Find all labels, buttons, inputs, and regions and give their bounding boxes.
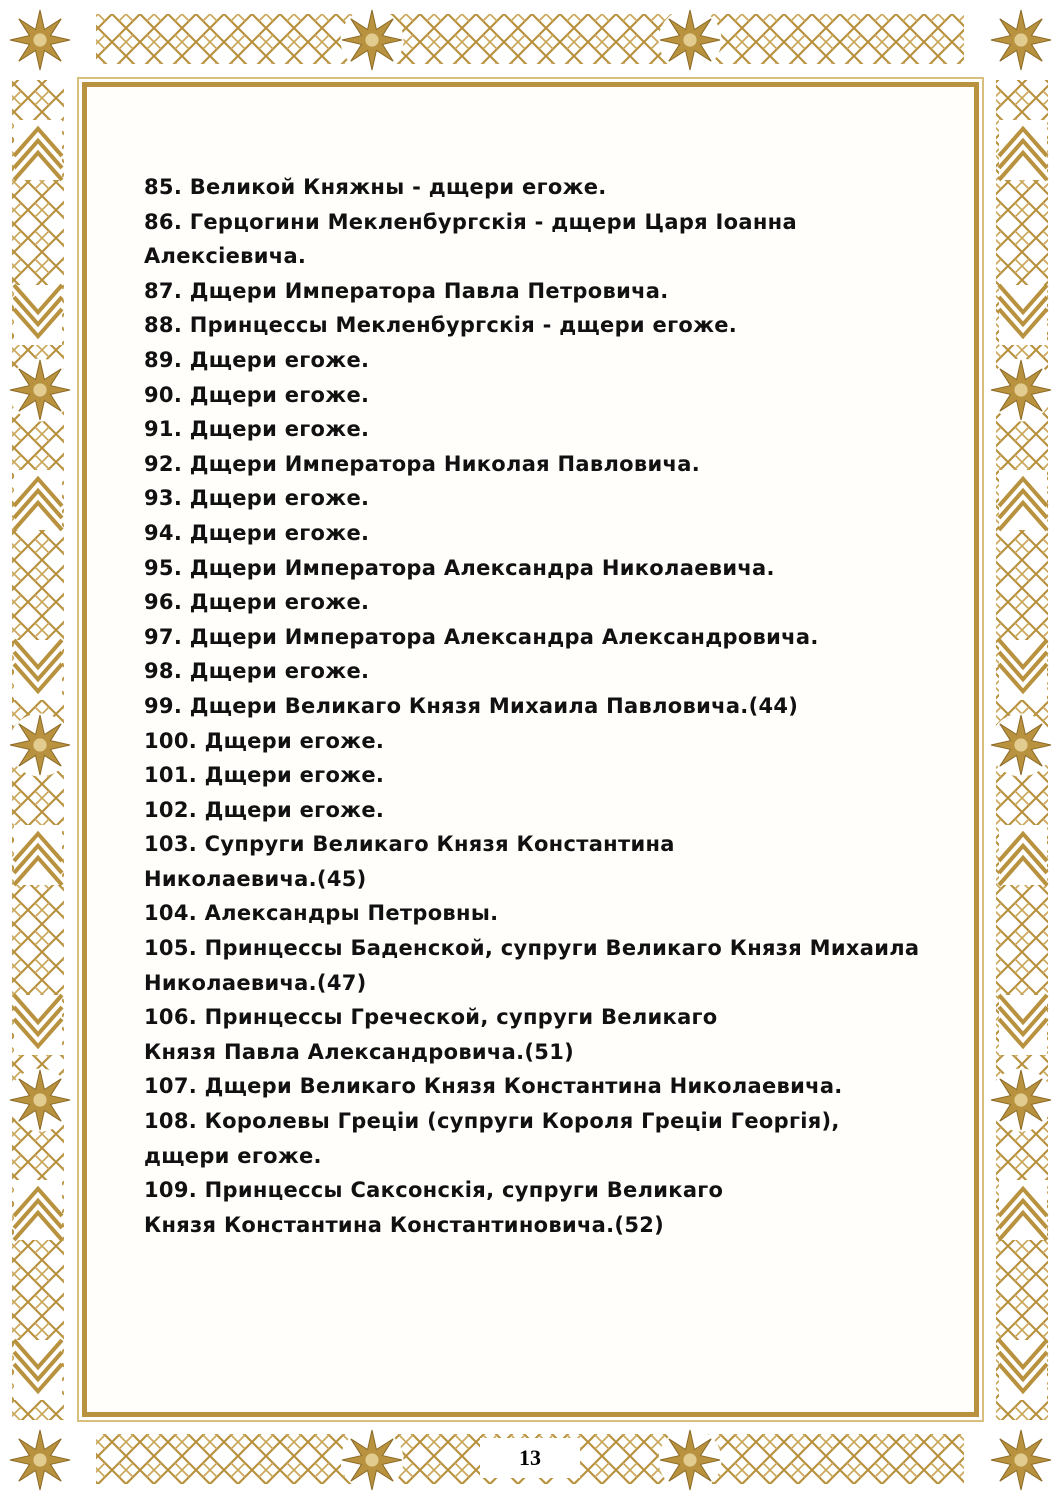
eight-point-star-ornament-icon bbox=[990, 359, 1053, 422]
eight-point-star-ornament-icon bbox=[341, 1429, 404, 1492]
chevron-border-ornament-icon bbox=[999, 1180, 1047, 1240]
chevron-border-ornament-icon bbox=[999, 470, 1047, 530]
text-line: 98. Дщери егоже. bbox=[144, 659, 370, 684]
eight-point-star-ornament-icon bbox=[341, 9, 404, 72]
text-line: Николаевича.(45) bbox=[144, 866, 367, 891]
chevron-border-ornament-icon bbox=[999, 1340, 1047, 1400]
chevron-border-ornament-icon bbox=[14, 825, 62, 885]
chevron-border-ornament-icon bbox=[999, 825, 1047, 885]
eight-point-star-ornament-icon bbox=[9, 1069, 72, 1132]
chevron-border-ornament-icon bbox=[14, 120, 62, 180]
text-line: 103. Супруги Великаго Князя Константина bbox=[144, 832, 675, 857]
text-line: 107. Дщери Великаго Князя Константина Николаевича. bbox=[144, 1074, 843, 1099]
chevron-border-ornament-icon bbox=[14, 470, 62, 530]
chevron-border-ornament-icon bbox=[999, 120, 1047, 180]
chevron-border-ornament-icon bbox=[14, 995, 62, 1055]
text-line: 105. Принцессы Баденской, супруги Великаго Князя Михаила bbox=[144, 936, 920, 961]
text-line: 85. Великой Княжны - дщери егоже. bbox=[144, 175, 607, 199]
text-line: 93. Дщери егоже. bbox=[144, 486, 370, 511]
text-line: Алексіевича. bbox=[144, 244, 307, 269]
text-line: 86. Герцогини Мекленбургскія - дщери Царя Іоанна bbox=[144, 209, 797, 234]
text-line: Князя Павла Александровича.(51) bbox=[144, 1039, 575, 1064]
text-line: 106. Принцессы Греческой, супруги Великаго bbox=[144, 1005, 718, 1030]
eight-point-star-ornament-icon bbox=[990, 714, 1053, 777]
text-line: 109. Принцессы Саксонскія, супруги Великаго bbox=[144, 1178, 724, 1203]
text-line: 101. Дщери егоже. bbox=[144, 763, 385, 788]
chevron-border-ornament-icon bbox=[999, 285, 1047, 345]
eight-point-star-ornament-icon bbox=[9, 9, 72, 72]
chevron-border-ornament-icon bbox=[14, 1180, 62, 1240]
text-line: 88. Принцессы Мекленбургскія - дщери егоже. bbox=[144, 313, 738, 338]
eight-point-star-ornament-icon bbox=[659, 9, 722, 72]
text-line: 90. Дщери егоже. bbox=[144, 382, 370, 407]
text-line: 104. Александры Петровны. bbox=[144, 901, 499, 926]
text-line: 94. Дщери егоже. bbox=[144, 520, 370, 545]
text-line: 100. Дщери егоже. bbox=[144, 728, 385, 753]
eight-point-star-ornament-icon bbox=[659, 1429, 722, 1492]
text-line: 97. Дщери Императора Александра Александровича. bbox=[144, 624, 819, 649]
text-line: Николаевича.(47) bbox=[144, 970, 367, 995]
chevron-border-ornament-icon bbox=[999, 995, 1047, 1055]
page-number: 13 bbox=[480, 1438, 580, 1478]
eight-point-star-ornament-icon bbox=[990, 9, 1053, 72]
text-line: Князя Константина Константиновича.(52) bbox=[144, 1212, 665, 1237]
text-line: 95. Дщери Императора Александра Николаевича. bbox=[144, 555, 775, 580]
text-line: 96. Дщери егоже. bbox=[144, 590, 370, 615]
eight-point-star-ornament-icon bbox=[9, 1429, 72, 1492]
eight-point-star-ornament-icon bbox=[990, 1069, 1053, 1132]
chevron-border-ornament-icon bbox=[14, 285, 62, 345]
chevron-border-ornament-icon bbox=[999, 640, 1047, 700]
chevron-border-ornament-icon bbox=[14, 640, 62, 700]
chevron-border-ornament-icon bbox=[14, 1340, 62, 1400]
text-line: 91. Дщери егоже. bbox=[144, 417, 370, 442]
document-text bbox=[144, 170, 944, 1242]
text-line: 99. Дщери Великаго Князя Михаила Павловича.(44) bbox=[144, 693, 799, 718]
text-line: 108. Королевы Греціи (супруги Короля Греціи Георгія), bbox=[144, 1109, 840, 1134]
text-line: 87. Дщери Императора Павла Петровича. bbox=[144, 278, 669, 303]
eight-point-star-ornament-icon bbox=[9, 714, 72, 777]
eight-point-star-ornament-icon bbox=[990, 1429, 1053, 1492]
text-line: 92. Дщери Императора Николая Павловича. bbox=[144, 451, 700, 476]
top-knot-band bbox=[96, 14, 964, 64]
text-line: 102. Дщери егоже. bbox=[144, 797, 385, 822]
text-line: дщери егоже. bbox=[144, 1143, 322, 1168]
eight-point-star-ornament-icon bbox=[9, 359, 72, 422]
text-line: 89. Дщери егоже. bbox=[144, 347, 370, 372]
